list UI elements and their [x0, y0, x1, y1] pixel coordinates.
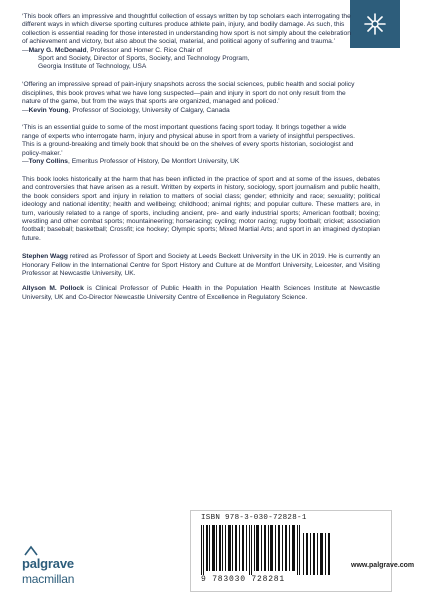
endorser-name: Kevin Young [28, 106, 69, 114]
book-description: This book looks historically at the harm that has been inflicted in the practice of sport and at some of the issues, debates and controversies that have arisen as a result. Written by experts in history, sociology, sport journalism and public health, the book considers sport and injury in relation to matters of social class; gender; ethnicity and race; sexuality; political ideology and national identity; health and wellbeing; childhood; animal rights; and popular culture. These matters are, in turn, variously related to a range of sports, including ancient, pre- and early industrial sports; American football; boxing; wrestling and other combat sports; mountaineering; horseracing; cycling; motor racing; rugby football; cricket; association football; baseball; basketball; Crossfit; ice hockey; Olympic sports; Mixed Martial Arts; and sport in an imagined dystopian future. [22, 176, 380, 242]
barcode-number: 9 783030 728281 [201, 575, 286, 584]
endorsement-attribution: —Kevin Young, Professor of Sociology, University of Calgary, Canada [22, 106, 230, 114]
author-name: Allyson M. Pollock [22, 285, 84, 293]
endorsement-text: ‘Offering an impressive spread of pain-injury snapshots across the social sciences, public health and social policy disciplines, this book proves what we have long suspected—pain and injury in sport do not only result from the nature of the game, but from the ways that sports are organized, managed and policed.’ [22, 81, 355, 106]
author-bio-text: is Clinical Professor of Public Health in the Population Health Sciences Institute at Newcastle University, UK and Co-Director Newcastle University Centre of Excellence in Regulatory Science. [22, 285, 380, 301]
barcode-panel [190, 510, 415, 592]
barcode-graphic [201, 525, 301, 575]
endorsement-2 [22, 81, 380, 115]
endorsement-text: ‘This is an essential guide to some of the most important questions facing sport today. It brings together a wide range of experts who interrogate harm, injury and physical abuse in sport from a variety of insightful perspectives. This is a ground-breaking and timely book that should be on the shelves of every sports historian, sociologist and policy-maker.’ [22, 124, 355, 157]
publisher-website: www.palgrave.com [351, 562, 415, 569]
endorsement-attribution: —Tony Collins, Emeritus Professor of History, De Montfort University, UK [22, 158, 240, 166]
author-bio-1 [22, 253, 380, 278]
author-bio-2 [22, 285, 380, 302]
endorser-name: Mary G. McDonald [28, 46, 87, 54]
publisher-name: palgrave [22, 556, 74, 571]
endorser-title: Emeritus Professor of History, De Montfort University, UK [71, 158, 240, 166]
endorsement-attribution: —Mary G. McDonald, Professor and Homer C. Rice Chair of Sport and Society, Director of Sports, Society, and Technology Program, Georgia Institute of Technology, USA [22, 47, 380, 72]
endorser-affiliation-line: Sport and Society, Director of Sports, Society, and Technology Program, [38, 55, 250, 63]
endorsement-1 [22, 13, 380, 72]
endorsement-3 [22, 124, 380, 166]
endorser-title: Professor and Homer C. Rice Chair of [90, 46, 203, 54]
barcode-addon-graphic [303, 525, 331, 575]
cover-text [22, 13, 380, 309]
author-name: Stephen Wagg [22, 253, 68, 261]
endorser-name: Tony Collins [28, 158, 68, 166]
isbn-label: ISBN 978-3-030-72828-1 [201, 514, 307, 522]
endorser-affiliation-line: Georgia Institute of Technology, USA [38, 63, 147, 71]
publisher-name-secondary: macmillan [22, 572, 75, 586]
publisher-logo [22, 554, 142, 594]
author-bio-text: retired as Professor of Sport and Society at Leeds Beckett University in the UK in 2019. He is currently an Honorary Fellow in the International Centre for Sport History and Culture at de Montfort University, Leicester, and Visiting Professor at Newcastle University, UK. [22, 253, 380, 278]
endorser-title: Professor of Sociology, University of Calgary, Canada [72, 106, 230, 114]
endorsement-text: ‘This book offers an impressive and thoughtful collection of essays written by top scholars each interrogating the different ways in which diverse sporting cultures produce athlete pain, injury, and bodily damage. As such, this collection is essential reading for those interested in understanding how sport is not simply about the celebration of achievement and victory, but also about the social, material, and political agony of suffering and trauma.’ [22, 13, 351, 46]
